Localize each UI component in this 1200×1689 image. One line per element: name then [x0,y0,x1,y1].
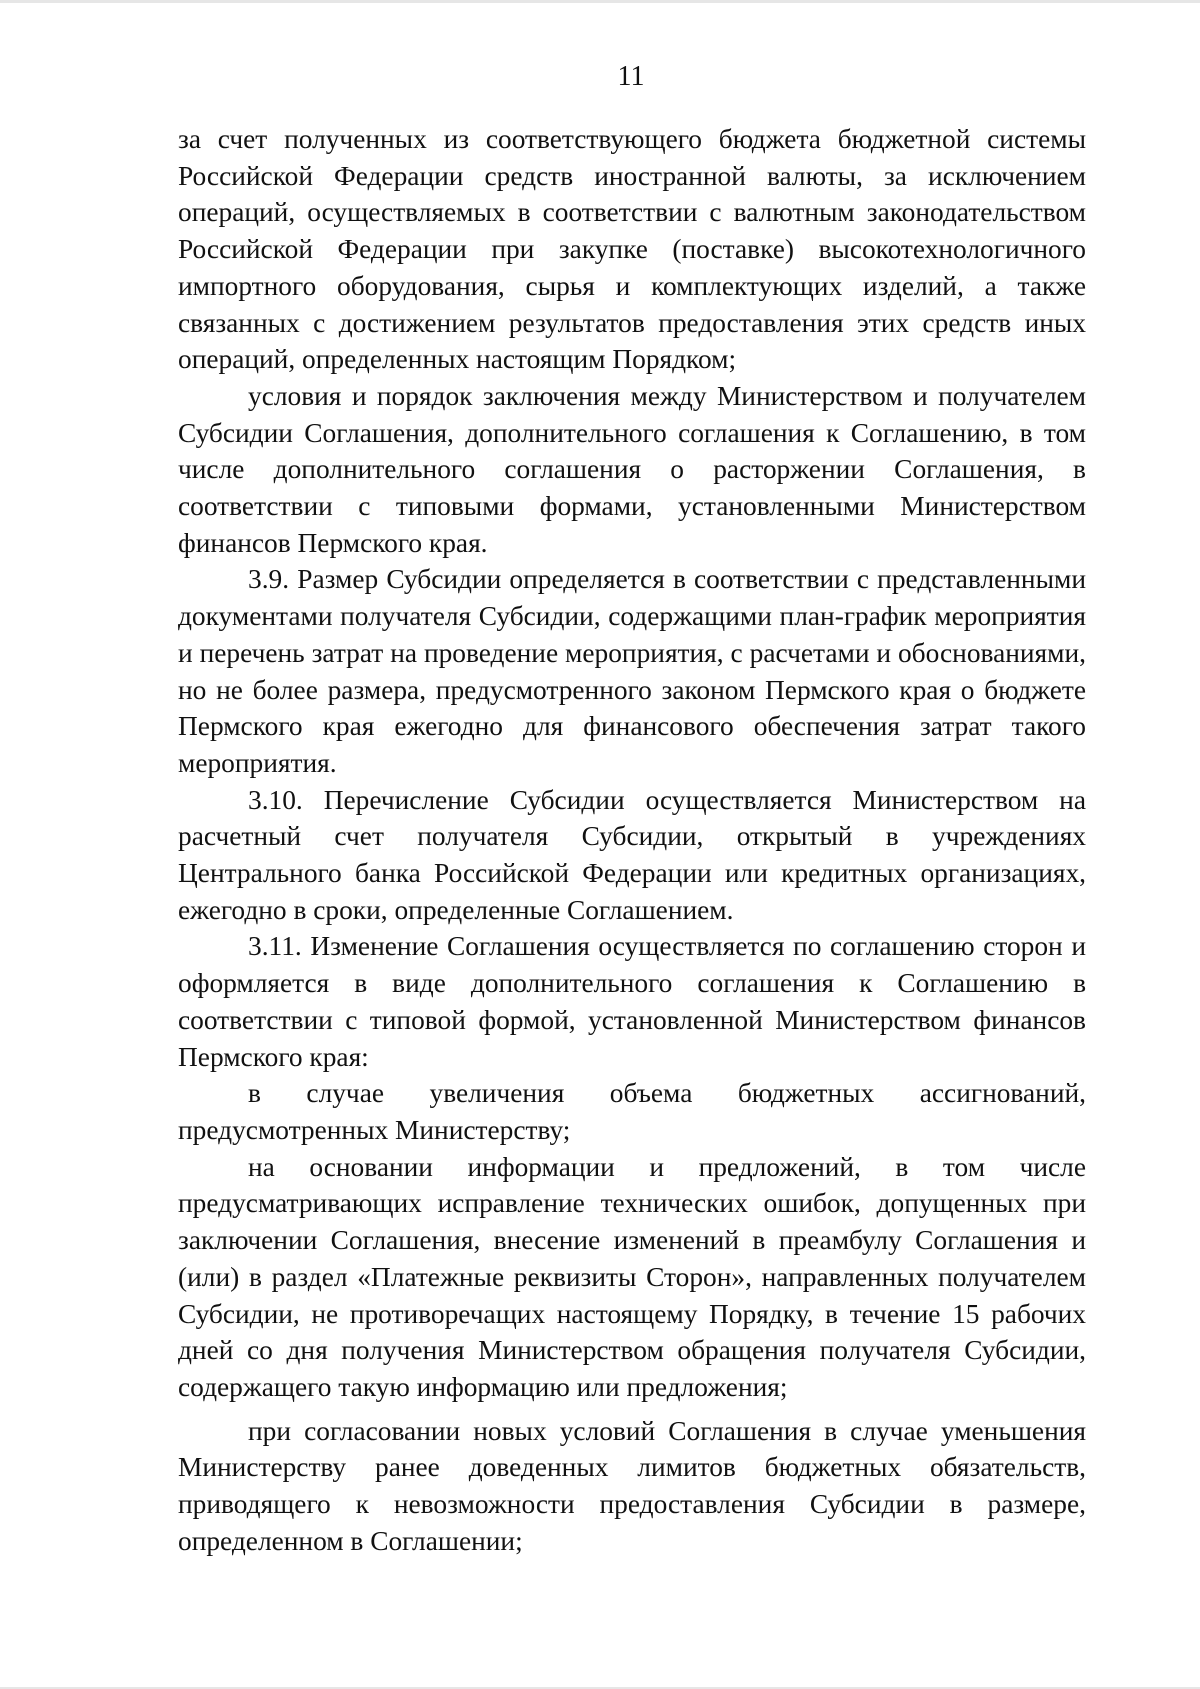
paragraph-3-11-agreement-change: 3.11. Изменение Соглашения осуществляется по соглашению сторон и оформляется в виде дополнительного соглашения к Соглашению в соответствии с типовой формой, установленной Министерством финансов Пермского края: [178,931,1086,1072]
paragraph-3-9-subsidy-size: 3.9. Размер Субсидии определяется в соответствии с представленными документами получателя Субсидии, содержащими план-график мероприятия и перечень затрат на проведение мероприятия, с расчетами и обоснованиями, но не более размера, предусмотренного законом Пермского края о бюджете Пермского края ежегодно для финансового обеспечения затрат такого мероприятия. [178,564,1086,778]
list-item-new-conditions: при согласовании новых условий Соглашения в случае уменьшения Министерству ранее доведенных лимитов бюджетных обязательств, приводящего к невозможности предоставления Субсидии в размере, определенном в Соглашении; [178,1415,1086,1556]
list-item-information-proposals: на основании информации и предложений, в том числе предусматривающих исправление технических ошибок, допущенных при заключении Соглашения, внесение изменений в преамбулу Соглашения и (или) в раздел «Платежные реквизиты Сторон», направленных получателем Субсидии, не противоречащих настоящему Порядку, в течение 15 рабочих дней со дня получения Министерством обращения получателя Субсидии, содержащего такую информацию или предложения; [178,1151,1086,1402]
paragraph-agreement-conditions: условия и порядок заключения между Министерством и получателем Субсидии Соглашения, дополнительного соглашения к Соглашению, в том числе дополнительного соглашения о расторжении Соглашения, в соответствии с типовыми формами, установленными Министерством финансов Пермского края. [178,380,1086,558]
list-item-budget-increase: в случае увеличения объема бюджетных ассигнований, предусмотренных Министерству; [178,1078,1086,1145]
scan-top-edge [0,0,1200,3]
paragraph-3-10-subsidy-transfer: 3.10. Перечисление Субсидии осуществляется Министерством на расчетный счет получателя Субсидии, открытый в учреждениях Центрального банка Российской Федерации или кредитных организациях, ежегодно в сроки, определенные Соглашением. [178,784,1086,925]
page-number: 11 [617,61,645,92]
document-body [178,121,1086,1559]
paragraph-currency-operations: за счет полученных из соответствующего бюджета бюджетной системы Российской Федерации средств иностранной валюты, за исключением операций, осуществляемых в соответствии с валютным законодательством Российской Федерации при закупке (поставке) высокотехнологичного импортного оборудования, сырья и комплектующих изделий, а также связанных с достижением результатов предоставления этих средств иных операций, определенных настоящим Порядком; [178,124,1086,375]
